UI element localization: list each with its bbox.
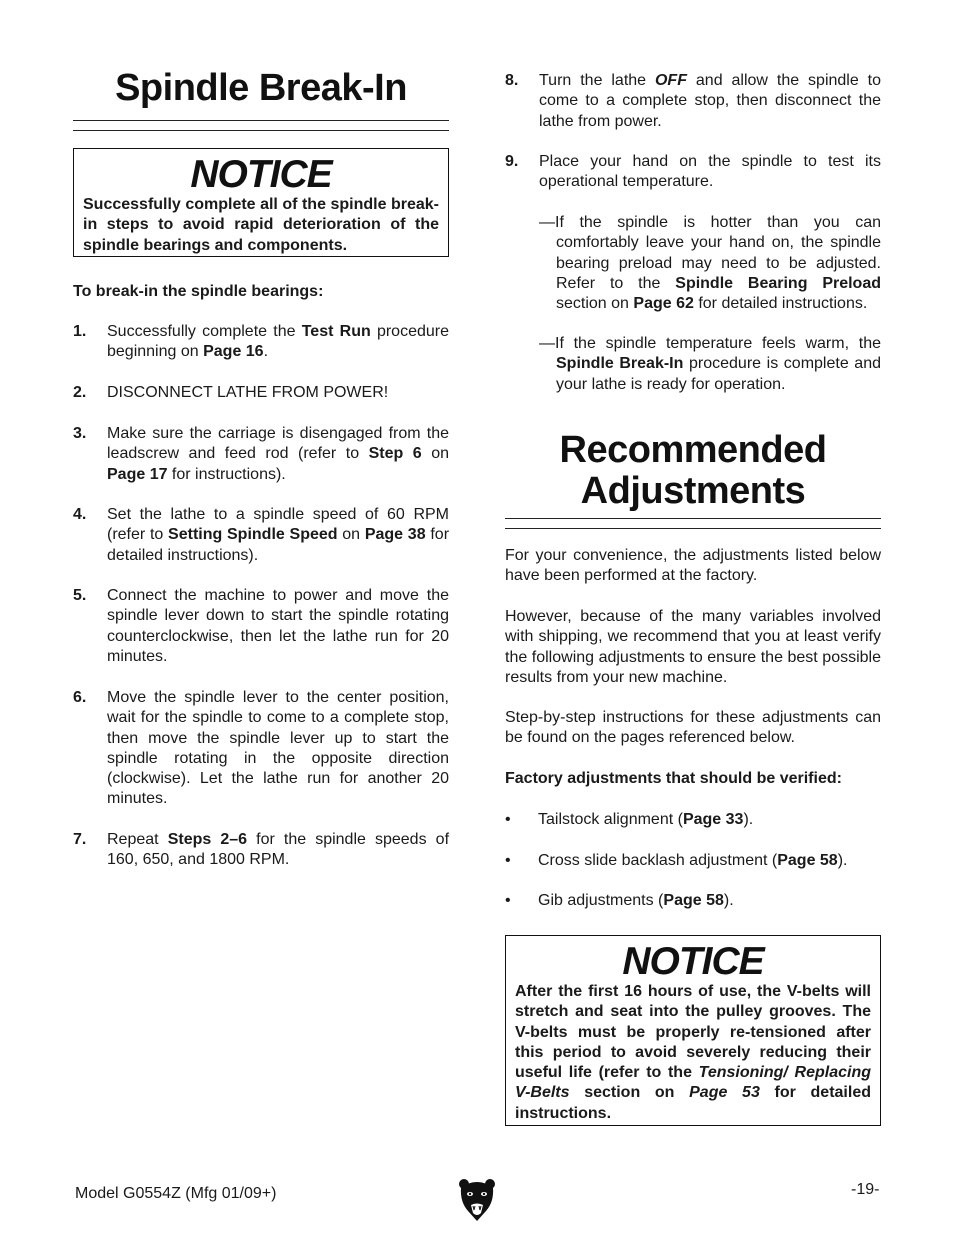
notice-box-break-in	[73, 148, 449, 257]
adjustments-para-3: Step-by-step instructions for these adjustments can be found on the pages referenced below.	[505, 709, 881, 747]
adjustments-para-2: However, because of the many variables involved with shipping, we recommend that you at least verify the following adjustments to ensure the best possible results from your new machine.	[505, 608, 881, 686]
step-number: 2.	[73, 384, 87, 401]
step-9-sub-warm: —If the spindle temperature feels warm, the Spindle Break-In procedure is complete and your lathe is ready for operation.	[539, 335, 882, 393]
notice-title: NOTICE	[190, 153, 332, 196]
step-number: 1.	[73, 323, 87, 340]
step-text: Move the spindle lever to the center position, wait for the spindle to come to a complete stop, then move the spindle lever up to start the spindle rotating in the opposite direction (clockwise). Let the lathe run for another 20 minutes.	[107, 689, 449, 808]
notice-box-v-belts	[505, 935, 881, 1126]
break-in-intro: To break-in the spindle bearings:	[73, 283, 324, 300]
footer-page-number: -19-	[851, 1181, 880, 1198]
step-text: Make sure the carriage is disengaged from the leadscrew and feed rod (refer to Step 6 on Page 17 for instructions).	[107, 425, 449, 483]
step-9-sub-hot: —If the spindle is hotter than you can comfortably leave your hand on, the spindle bearing preload may need to be adjusted. Refer to the Spindle Bearing Preload section on Page 62 for detailed instructions.	[539, 214, 882, 313]
list-item-text: Gib adjustments (Page 58).	[538, 892, 734, 909]
notice-title: NOTICE	[622, 940, 764, 983]
bullet-marker: •	[505, 852, 511, 869]
step-text: Successfully complete the Test Run procedure beginning on Page 16.	[107, 323, 450, 361]
step-number: 9.	[505, 153, 519, 170]
step-number: 3.	[73, 425, 87, 442]
page-heading-spindle-break-in: Spindle Break-In	[115, 67, 407, 109]
list-item-text: Tailstock alignment (Page 33).	[538, 811, 754, 828]
footer-model: Model G0554Z (Mfg 01/09+)	[75, 1185, 277, 1202]
step-text: Place your hand on the spindle to test its operational temperature.	[539, 153, 881, 191]
adjustments-para-1: For your convenience, the adjustments listed below have been performed at the factory.	[505, 547, 881, 585]
factory-adjustments-label: Factory adjustments that should be verified:	[505, 770, 842, 787]
step-number: 8.	[505, 72, 519, 89]
section-heading-recommended-adjustments: Recommended Adjustments	[559, 429, 827, 512]
heading-rule-bottom	[73, 130, 449, 131]
step-text: Set the lathe to a spindle speed of 60 RPM (refer to Setting Spindle Speed on Page 38 for detailed instructions).	[107, 506, 450, 564]
heading-rule-top	[73, 120, 449, 121]
step-number: 4.	[73, 506, 87, 523]
notice-body: After the first 16 hours of use, the V-belts will stretch and seat into the pulley grooves. The V-belts must be properly re-tensioned after this period to avoid severely reducing their useful life (refer to the Tensioning/ Replacing V-Belts section on Page 53 for detailed instructions.	[515, 983, 871, 1122]
list-item-text: Cross slide backlash adjustment (Page 58).	[538, 852, 848, 869]
step-number: 5.	[73, 587, 87, 604]
bullet-marker: •	[505, 811, 511, 828]
section-rule-top	[505, 518, 881, 519]
notice-body: Successfully complete all of the spindle break-in steps to avoid rapid deterioration of the spindle bearings and components.	[83, 196, 439, 254]
bear-head-logo-icon	[458, 1178, 496, 1222]
step-number: 7.	[73, 831, 87, 848]
section-rule-bottom	[505, 528, 881, 529]
step-text: DISCONNECT LATHE FROM POWER!	[107, 384, 389, 401]
step-text: Repeat Steps 2–6 for the spindle speeds of 160, 650, and 1800 RPM.	[107, 831, 450, 869]
step-text: Turn the lathe OFF and allow the spindle to come to a complete stop, then disconnect the lathe from power.	[539, 72, 881, 130]
step-text: Connect the machine to power and move the spindle lever down to start the spindle rotating counterclockwise, then let the lathe run for 20 minutes.	[107, 587, 449, 665]
bullet-marker: •	[505, 892, 511, 909]
step-number: 6.	[73, 689, 87, 706]
